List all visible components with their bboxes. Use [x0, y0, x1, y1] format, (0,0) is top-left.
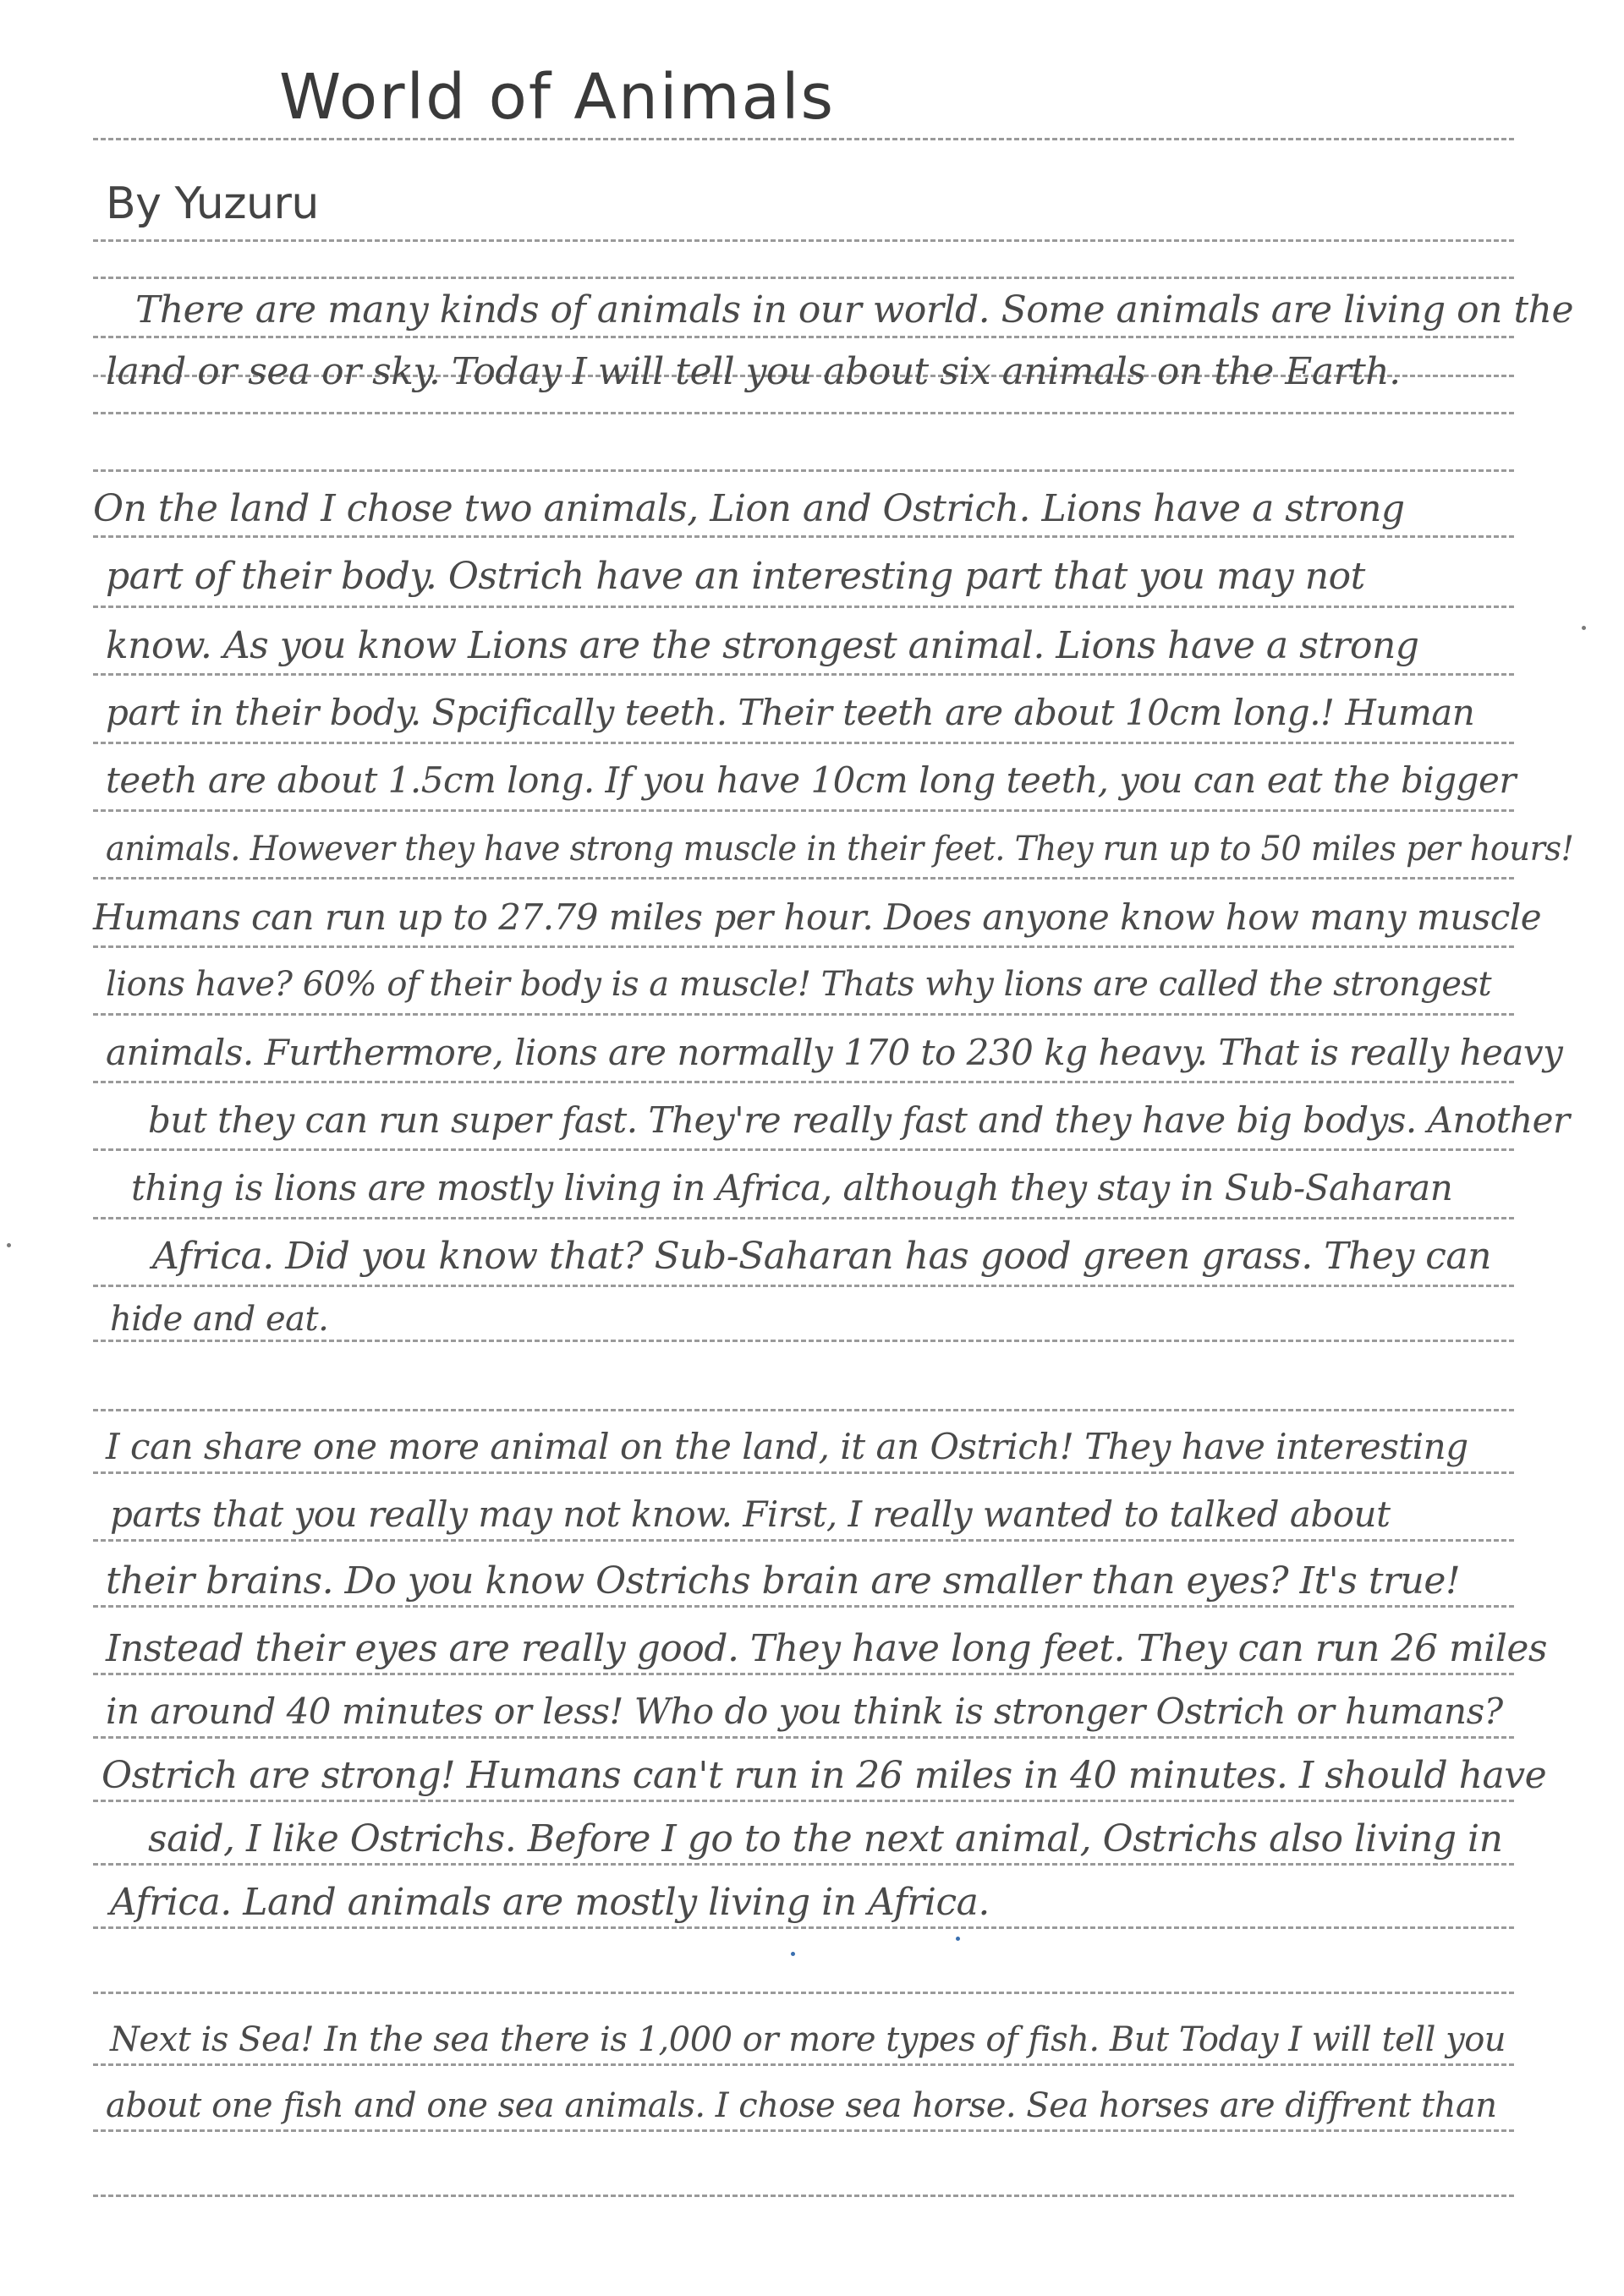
text-line: in around 40 minutes or less! Who do you think is stronger Ostrich or humans? [106, 1690, 1503, 1732]
stray-dot [1582, 626, 1586, 630]
text-line: parts that you really may not know. First, I really wanted to talked about [110, 1493, 1391, 1535]
ruled-line [93, 1800, 1514, 1802]
stray-dot [956, 1937, 960, 1941]
ruled-line [93, 1673, 1514, 1675]
ruled-line [93, 469, 1514, 472]
ruled-line [93, 1409, 1514, 1411]
text-line: but they can run super fast. They're really fast and they have big bodys. Another [148, 1099, 1570, 1141]
text-line: animals. Furthermore, lions are normally 170 to 230 kg heavy. That is really heavy [106, 1032, 1563, 1073]
text-line: know. As you know Lions are the strongest animal. Lions have a strong [106, 624, 1419, 667]
text-line: On the land I chose two animals, Lion and Ostrich. Lions have a strong [93, 487, 1405, 530]
text-line: Next is Sea! In the sea there is 1,000 or more types of fish. But Today I will tell you [110, 2020, 1506, 2059]
ruled-line [93, 336, 1514, 338]
ruled-line [93, 945, 1514, 948]
ruled-line [93, 1471, 1514, 1474]
ruled-line [93, 1148, 1514, 1151]
ruled-line [93, 535, 1514, 538]
text-line: land or sea or sky. Today I will tell you about six animals on the Earth. [106, 350, 1401, 393]
ruled-line [93, 2129, 1514, 2132]
ruled-line [93, 239, 1514, 242]
text-line: thing is lions are mostly living in Africa, although they stay in Sub-Saharan [131, 1167, 1453, 1208]
ruled-line [93, 1992, 1514, 1994]
ruled-line [93, 1081, 1514, 1083]
text-line: part of their body. Ostrich have an interesting part that you may not [106, 555, 1365, 598]
text-line: Africa. Did you know that? Sub-Saharan has good green grass. They can [152, 1235, 1491, 1278]
ruled-line [93, 412, 1514, 414]
text-line: Africa. Land animals are mostly living in Africa. [110, 1881, 990, 1924]
ruled-line [93, 2195, 1514, 2197]
text-line: about one fish and one sea animals. I chose sea horse. Sea horses are diffrent than [106, 2086, 1497, 2125]
text-line: their brains. Do you know Ostrichs brain are smaller than eyes? It's true! [106, 1559, 1461, 1603]
text-line: hide and eat. [110, 1300, 329, 1339]
ruled-line [93, 1736, 1514, 1739]
text-line: teeth are about 1.5cm long. If you have 10cm long teeth, you can eat the bigger [106, 759, 1516, 801]
ruled-line [93, 877, 1514, 879]
text-line: said, I like Ostrichs. Before I go to the next animal, Ostrichs also living in [148, 1817, 1503, 1860]
ruled-line [93, 742, 1514, 744]
ruled-line [93, 2063, 1514, 2066]
text-line: lions have? 60% of their body is a muscle! Thats why lions are called the strongest [106, 965, 1492, 1004]
text-line: Instead their eyes are really good. They have long feet. They can run 26 miles [106, 1627, 1547, 1670]
ruled-line [93, 606, 1514, 608]
ruled-line [93, 673, 1514, 676]
text-line: Ostrich are strong! Humans can't run in 26 miles in 40 minutes. I should have [102, 1754, 1547, 1797]
ruled-line [93, 277, 1514, 279]
stray-dot [7, 1243, 11, 1247]
text-line: I can share one more animal on the land, it an Ostrich! They have interesting [106, 1426, 1468, 1467]
ruled-line [93, 1863, 1514, 1866]
text-line: animals. However they have strong muscle in their feet. They run up to 50 miles per hours! [106, 830, 1574, 869]
ruled-line [93, 1013, 1514, 1016]
ruled-line [93, 1926, 1514, 1929]
text-line: part in their body. Spcifically teeth. Their teeth are about 10cm long.! Human [106, 692, 1475, 733]
ruled-line [93, 1605, 1514, 1608]
page-title: World of Animals [279, 61, 836, 134]
author-line: By Yuzuru [106, 178, 319, 229]
ruled-line [93, 1285, 1514, 1287]
ruled-line [93, 1217, 1514, 1219]
ruled-line [93, 1539, 1514, 1542]
ruled-line [93, 809, 1514, 812]
text-line: There are many kinds of animals in our world. Some animals are living on the [135, 288, 1573, 332]
stray-dot [791, 1952, 795, 1956]
ruled-line [93, 1340, 1514, 1342]
ruled-line [93, 138, 1514, 140]
text-line: Humans can run up to 27.79 miles per hour. Does anyone know how many muscle [93, 896, 1542, 938]
